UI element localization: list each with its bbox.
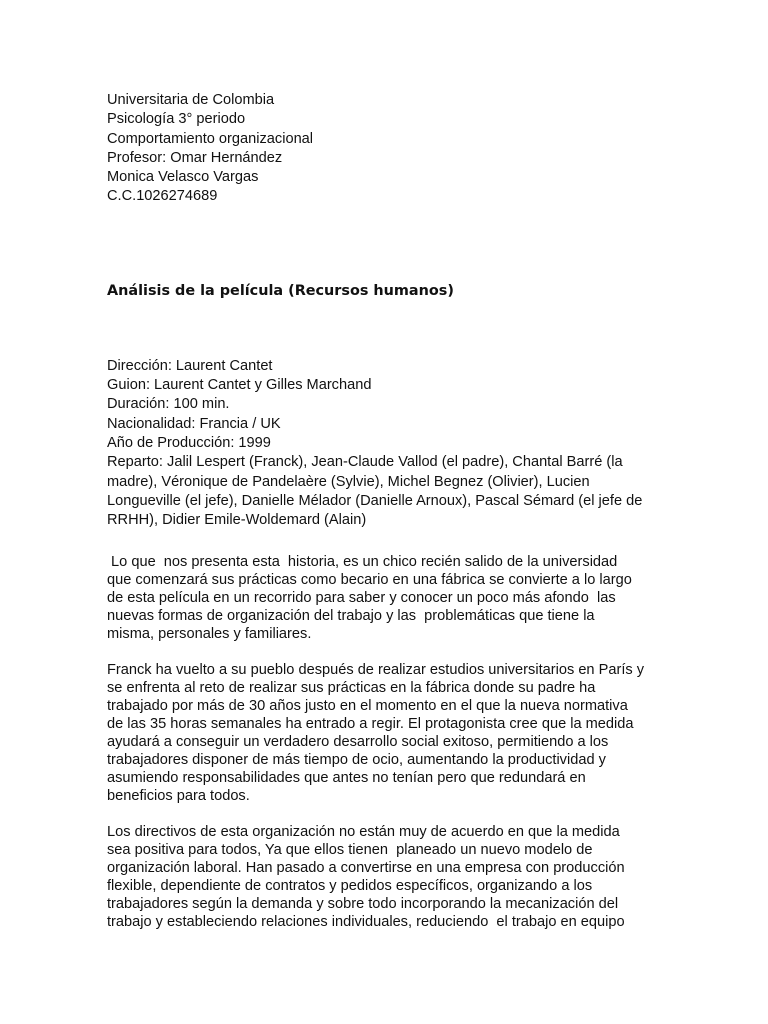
document-page bbox=[107, 91, 663, 931]
student-id-line: C.C.1026274689 bbox=[107, 188, 218, 205]
body-paragraph-intro bbox=[107, 553, 663, 643]
credit-year: Año de Producción: 1999 bbox=[107, 434, 271, 451]
paragraph-line: flexible, dependiente de contratos y pedidos específicos, organizando a los bbox=[107, 878, 593, 895]
document-title: Análisis de la película (Recursos humanos) bbox=[107, 282, 454, 299]
paragraph-line: Lo que nos presenta esta historia, es un chico recién salido de la universidad bbox=[107, 554, 618, 571]
course-line: Comportamiento organizacional bbox=[107, 130, 314, 147]
credit-nationality: Nacionalidad: Francia / UK bbox=[107, 415, 281, 432]
credit-duration: Duración: 100 min. bbox=[107, 396, 230, 413]
professor-line: Profesor: Omar Hernández bbox=[107, 149, 283, 166]
credit-cast-line: madre), Véronique de Pandelaère (Sylvie), Michel Begnez (Olivier), Lucien bbox=[107, 473, 590, 490]
student-name-line: Monica Velasco Vargas bbox=[107, 169, 259, 186]
institution-line: Universitaria de Colombia bbox=[107, 92, 275, 108]
paragraph-line: Franck ha vuelto a su pueblo después de realizar estudios universitarios en París y bbox=[107, 662, 645, 679]
paragraph-line: beneficios para todos. bbox=[107, 788, 250, 805]
credit-screenplay: Guion: Laurent Cantet y Gilles Marchand bbox=[107, 377, 372, 394]
paragraph-line: misma, personales y familiares. bbox=[107, 626, 312, 643]
program-line: Psicología 3° periodo bbox=[107, 111, 246, 128]
body-paragraph-franck bbox=[107, 661, 663, 805]
paragraph-line: Los directivos de esta organización no están muy de acuerdo en que la medida bbox=[107, 824, 620, 841]
credit-cast-line: Longueville (el jefe), Danielle Mélador (Danielle Arnoux), Pascal Sémard (el jefe de bbox=[107, 492, 643, 509]
paragraph-line: se enfrenta al reto de realizar sus prácticas en la fábrica donde su padre ha bbox=[107, 680, 596, 697]
paragraph-line: que comenzará sus prácticas como becario en una fábrica se convierte a lo largo bbox=[107, 572, 632, 589]
paragraph-line: trabajo y estableciendo relaciones individuales, reduciendo el trabajo en equipo bbox=[107, 914, 625, 931]
credit-cast-line: Reparto: Jalil Lespert (Franck), Jean-Claude Vallod (el padre), Chantal Barré (la bbox=[107, 454, 623, 471]
paragraph-line: trabajado por más de 30 años justo en el momento en el que la nueva normativa bbox=[107, 698, 628, 715]
credit-direction: Dirección: Laurent Cantet bbox=[107, 357, 273, 374]
film-credits bbox=[107, 357, 663, 531]
paragraph-line: organización laboral. Han pasado a convertirse en una empresa con producción bbox=[107, 860, 625, 877]
paragraph-line: trabajadores disponer de más tiempo de ocio, aumentando la productividad y bbox=[107, 752, 606, 769]
paragraph-line: de las 35 horas semanales ha entrado a regir. El protagonista cree que la medida bbox=[107, 716, 634, 733]
paragraph-line: sea positiva para todos, Ya que ellos tienen planeado un nuevo modelo de bbox=[107, 842, 593, 859]
body-paragraph-directivos bbox=[107, 823, 663, 931]
credit-cast-line: RRHH), Didier Emile-Woldemard (Alain) bbox=[107, 512, 367, 529]
paragraph-line: trabajadores según la demanda y sobre todo incorporando la mecanización del bbox=[107, 896, 619, 913]
paragraph-line: nuevas formas de organización del trabajo y las problemáticas que tiene la bbox=[107, 608, 595, 625]
paragraph-line: asumiendo responsabilidades que antes no tenían pero que redundará en bbox=[107, 770, 586, 787]
paragraph-line: ayudará a conseguir un verdadero desarrollo social exitoso, permitiendo a los bbox=[107, 734, 609, 751]
paragraph-line: de esta película en un recorrido para saber y conocer un poco más afondo las bbox=[107, 590, 616, 607]
student-header bbox=[107, 91, 663, 207]
